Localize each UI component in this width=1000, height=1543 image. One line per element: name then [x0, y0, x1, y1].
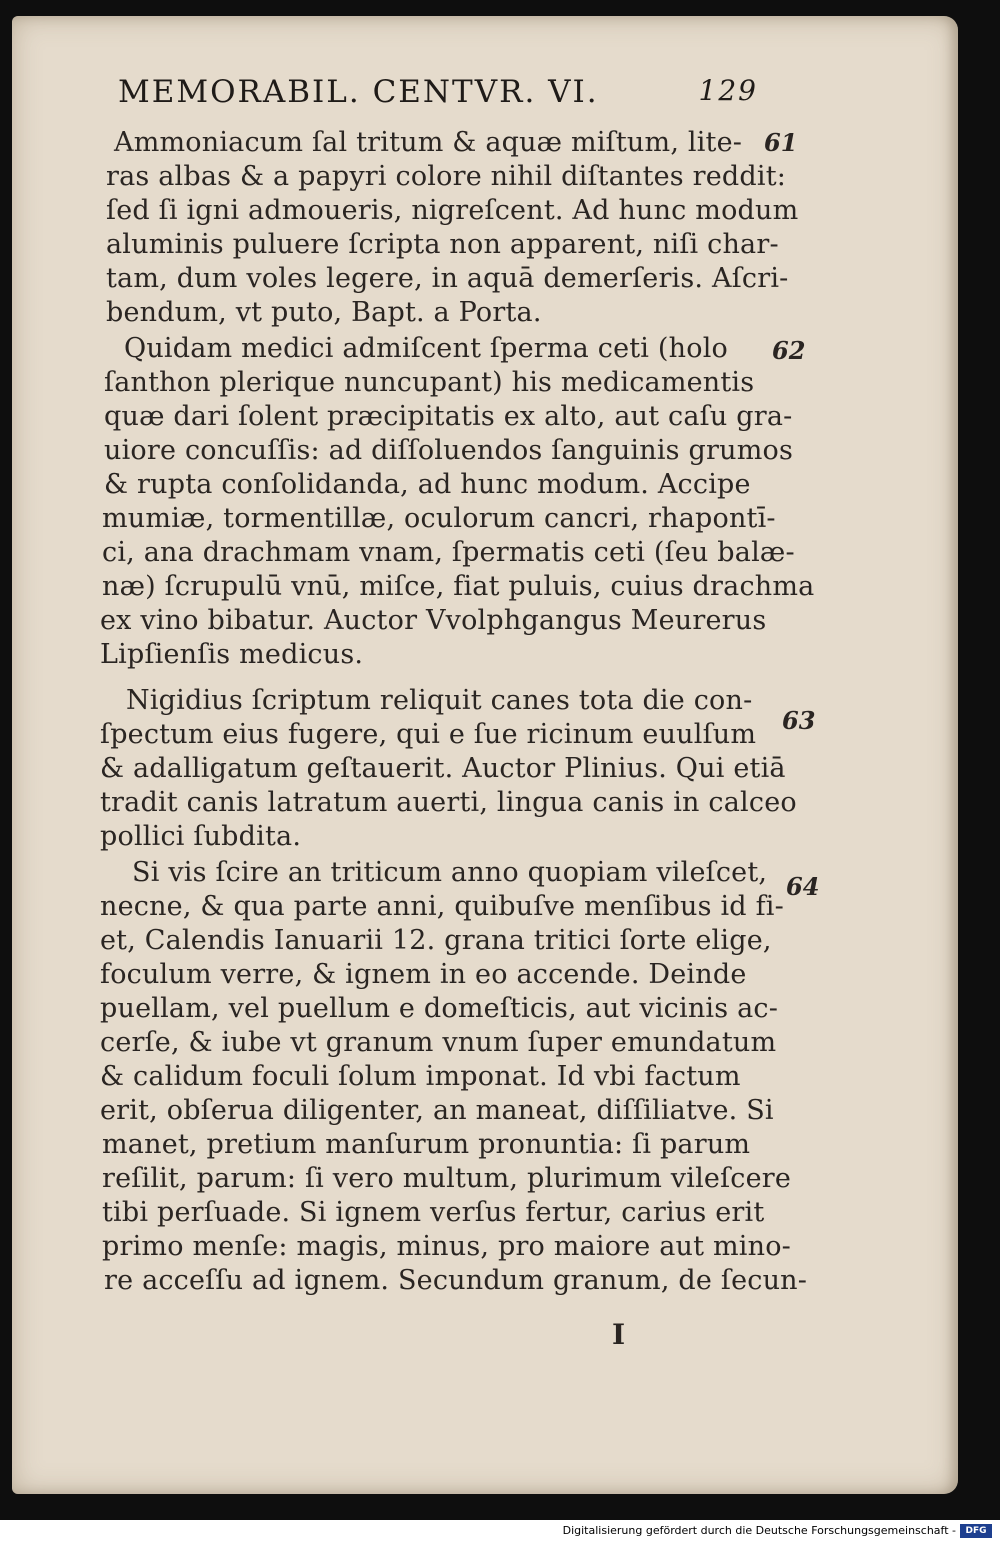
text-line: ci, ana drachmam vnam, ſpermatis ceti (ſeu balæ- [102, 537, 795, 568]
text-line: et, Calendis Ianuarii 12. grana tritici ſorte elige, [100, 925, 772, 956]
text-line: tibi perſuade. Si ignem verſus fertur, carius erit [102, 1197, 765, 1228]
signature-mark: I [612, 1318, 626, 1351]
text-line: Ammoniacum ſal tritum & aquæ miſtum, lite- [114, 127, 743, 158]
text-line: Quidam medici admiſcent ſperma ceti (holo [124, 333, 728, 364]
text-line: Lipſienſis medicus. [100, 639, 364, 670]
text-line: bendum, vt puto, Bapt. a Porta. [106, 297, 542, 328]
text-line: pollici ſubdita. [100, 821, 302, 852]
text-line: tam, dum voles legere, in aquā demerſeris. Aſcri- [106, 263, 789, 294]
text-line: aluminis puluere ſcripta non apparent, niſi char- [106, 229, 779, 260]
page-number: 129 [698, 74, 758, 107]
text-line: necne, & qua parte anni, quibuſve menſibus id fi- [100, 891, 784, 922]
text-line: cerſe, & iube vt granum vnum ſuper emundatum [100, 1027, 777, 1058]
margin-number: 62 [772, 336, 806, 365]
text-line: næ) ſcrupulū vnū, miſce, fiat puluis, cuius drachma [102, 571, 815, 602]
margin-number: 64 [786, 872, 820, 901]
text-line: primo menſe: magis, minus, pro maiore aut mino- [102, 1231, 791, 1262]
text-line: re acceſſu ad ignem. Secundum granum, de ſecun- [104, 1265, 808, 1296]
text-line: Nigidius ſcriptum reliquit canes tota die con- [126, 685, 753, 716]
text-line: ſanthon plerique nuncupant) his medicamentis [104, 367, 755, 398]
text-line: & rupta conſolidanda, ad hunc modum. Accipe [104, 469, 751, 500]
text-line: & adalligatum geſtauerit. Auctor Plinius. Qui etiā [100, 753, 786, 784]
text-line: & calidum foculi ſolum imponat. Id vbi factum [100, 1061, 741, 1092]
text-line: foculum verre, & ignem in eo accende. Deinde [100, 959, 747, 990]
text-line: manet, pretium manſurum pronuntia: ſi parum [102, 1129, 751, 1160]
text-line: ras albas & a papyri colore nihil diſtantes reddit: [106, 161, 787, 192]
text-line: tradit canis latratum auerti, lingua canis in calceo [100, 787, 797, 818]
margin-number: 63 [782, 706, 816, 735]
text-line: Si vis ſcire an triticum anno quopiam vileſcet, [132, 857, 768, 888]
funding-credit: Digitalisierung gefördert durch die Deutsche Forschungsgemeinschaft - [562, 1524, 956, 1537]
dfg-logo: DFG [960, 1524, 992, 1538]
text-line: quæ dari ſolent præcipitatis ex alto, aut caſu gra- [104, 401, 793, 432]
text-line: mumiæ, tormentillæ, oculorum cancri, rhapontī- [102, 503, 776, 534]
text-line: erit, obſerua diligenter, an maneat, diſſiliatve. Si [100, 1095, 774, 1126]
text-line: ex vino bibatur. Auctor Vvolphgangus Meurerus [100, 605, 767, 636]
text-line: ſpectum eius fugere, qui e ſue ricinum euulſum [100, 719, 757, 750]
text-line: puellam, vel puellum e domeſticis, aut vicinis ac- [100, 993, 779, 1024]
footer-bar [0, 1520, 1000, 1543]
text-line: uiore concuſſis: ad diſſoluendos ſanguinis grumos [104, 435, 794, 466]
margin-number: 61 [764, 128, 798, 157]
text-line: reſilit, parum: ſi vero multum, plurimum vileſcere [102, 1163, 792, 1194]
text-line: ſed ſi igni admoueris, nigreſcent. Ad hunc modum [106, 195, 799, 226]
running-title: MEMORABIL. CENTVR. VI. [118, 74, 599, 110]
